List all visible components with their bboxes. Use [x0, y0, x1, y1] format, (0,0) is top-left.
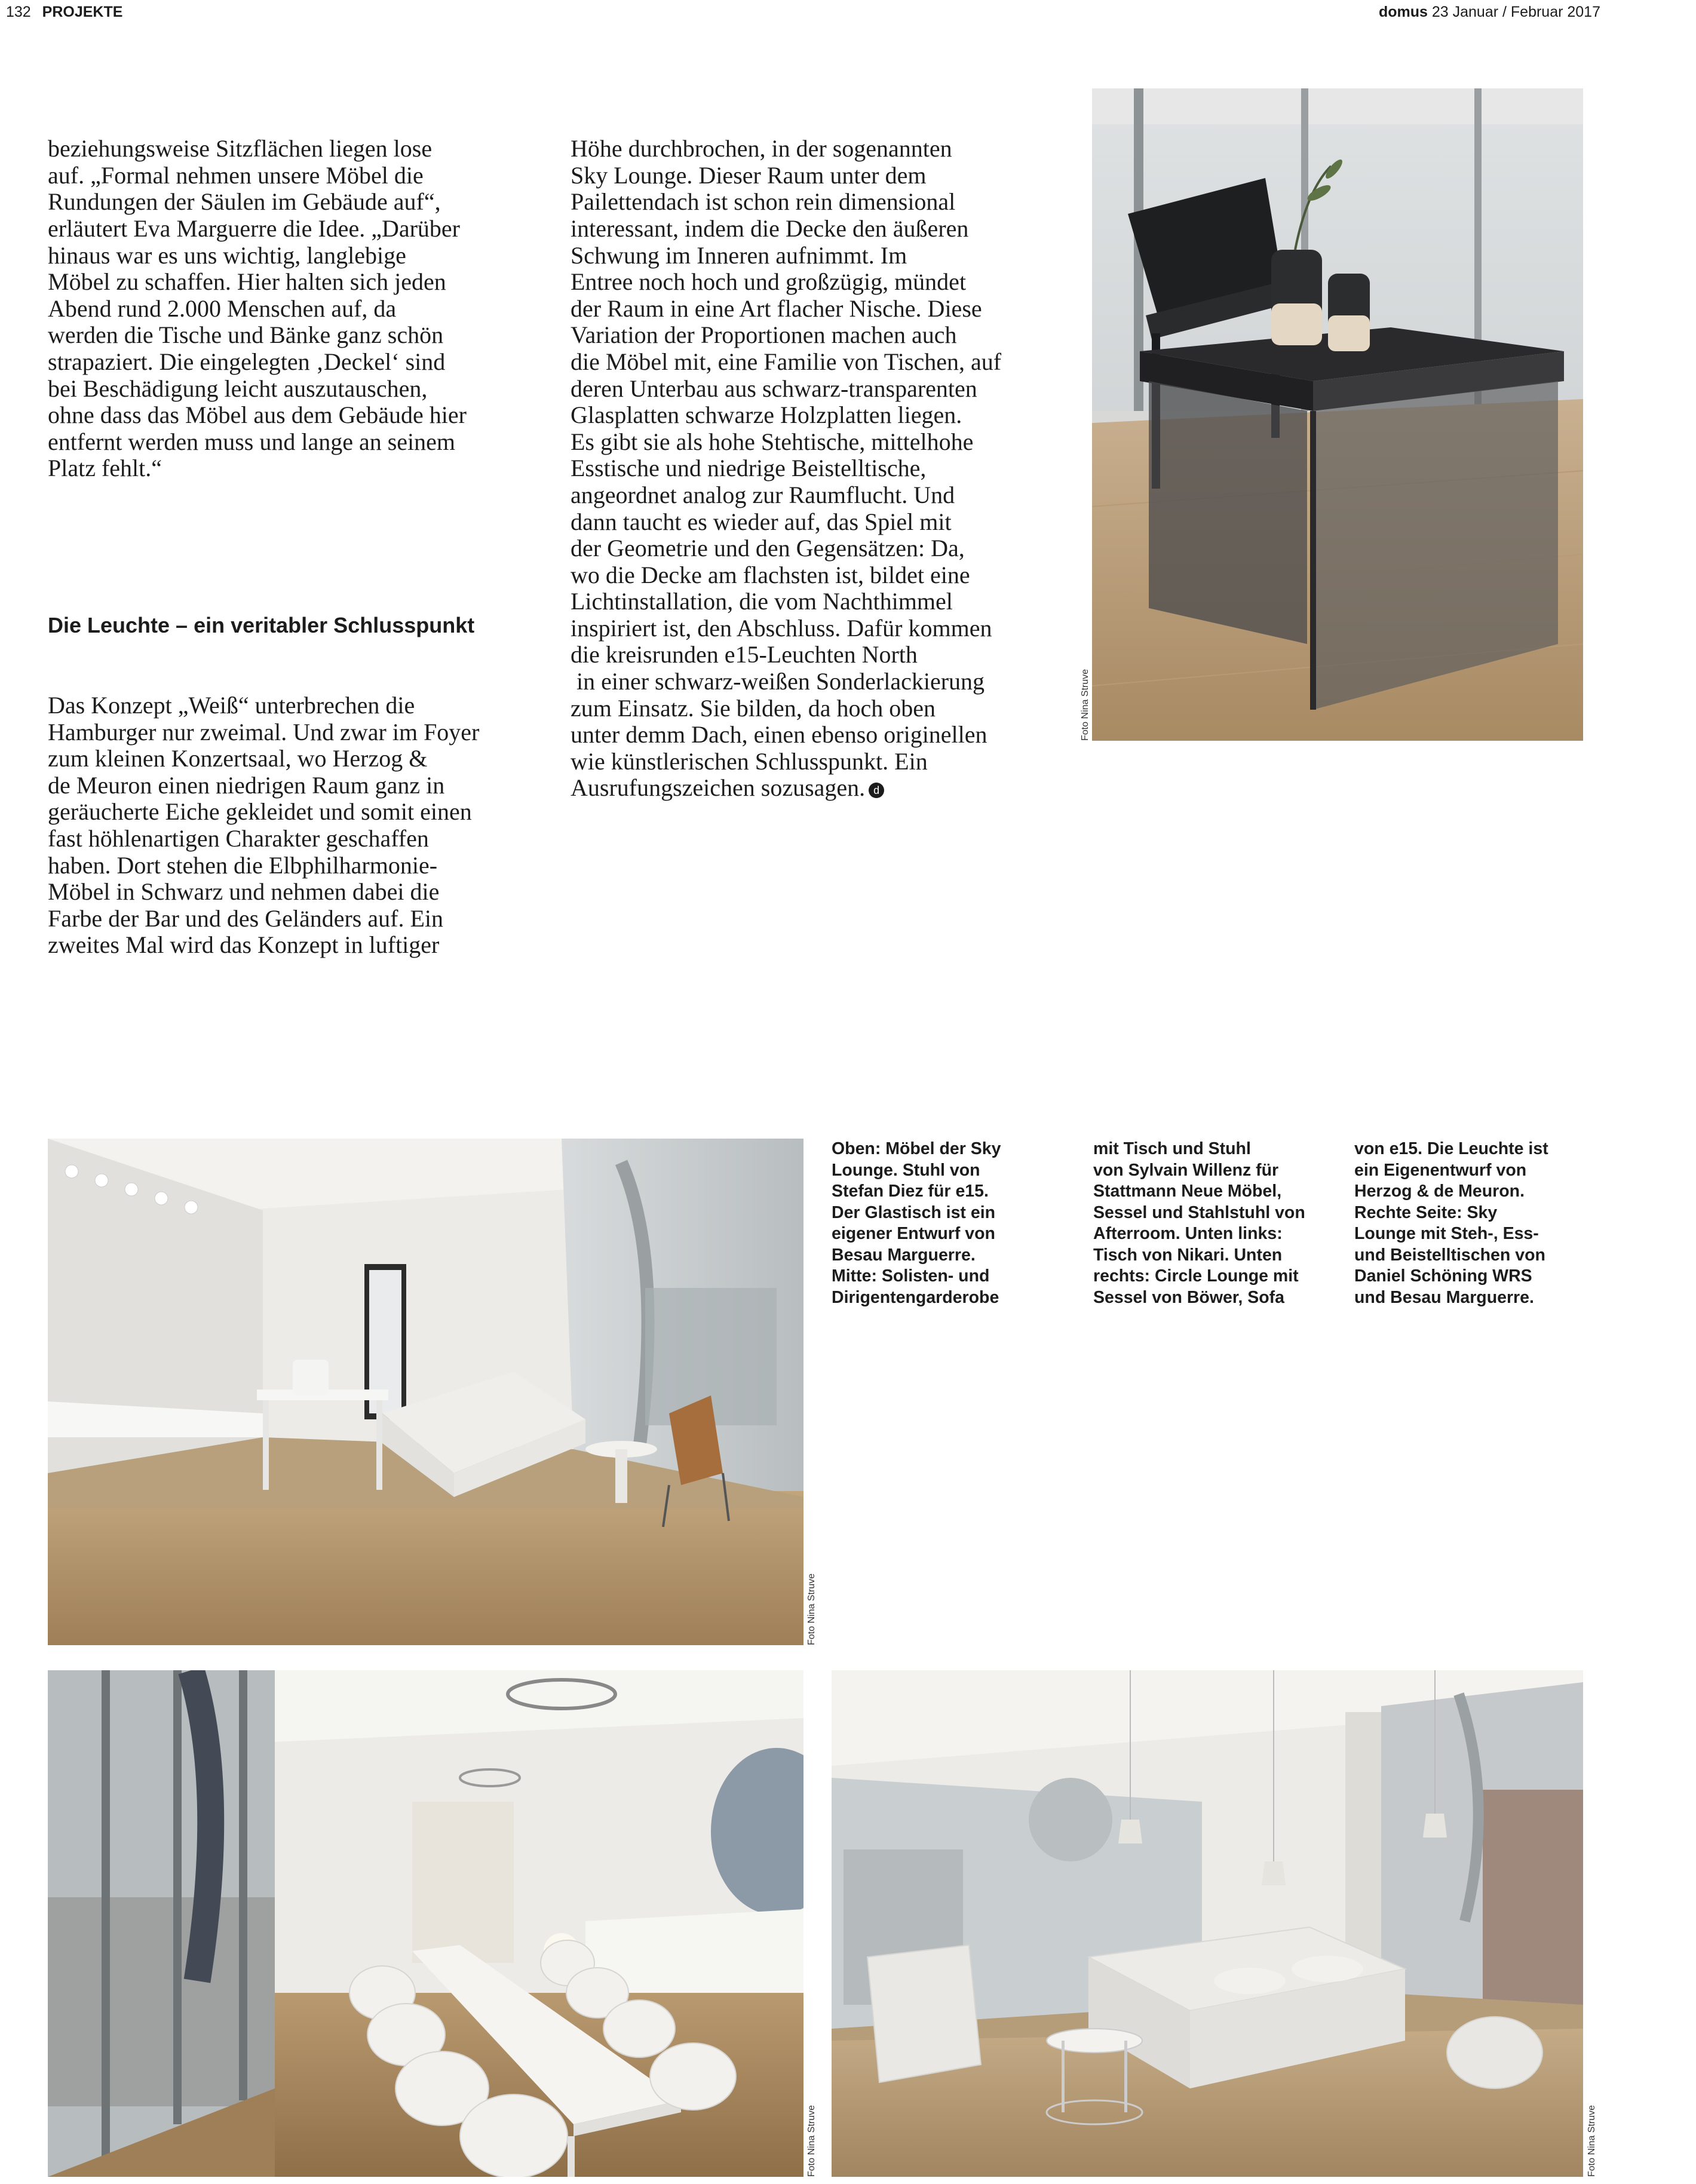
- body-paragraph: [571, 136, 1078, 802]
- photo-caption-part-3: von e15. Die Leuchte ist ein Eigenentwurf von Herzog & de Meuron. Rechte Seite: Sky Lounge mit Steh-, Ess- und Beistelltischen von Daniel Schöning WRS und Besau Marguerre.: [1354, 1139, 1548, 1307]
- magazine-name: domus: [1378, 4, 1428, 20]
- section-title: PROJEKTE: [42, 4, 123, 20]
- body-paragraph: Das Konzept „Weiß“ unterbrechen die Hamburger nur zweimal. Und zwar im Foyer zum kleinen Konzertsaal, wo Herzog & de Meuron einen niedrigen Raum ganz in geräucherte Eiche gekleidet und somit einen fast höhlenartigen Charakter geschaffen haben. Dort stehen die Elbphilharmonie- Möbel in Schwarz und nehmen dabei die Farbe der Bar und des Geländers auf. Ein zweites Mal wird das Konzept in luftiger: [48, 692, 480, 959]
- issue-info: 23 Januar / Februar 2017: [1431, 4, 1600, 20]
- subheading: Die Leuchte – ein veritabler Schlusspunkt: [48, 613, 475, 638]
- photo-credit-middle: Foto Nina Struve: [806, 1573, 817, 1645]
- photo-credit-top: Foto Nina Struve: [1080, 668, 1090, 741]
- body-text: Höhe durchbrochen, in der sogenannten Sky Lounge. Dieser Raum unter dem Pailettendach ist schon rein dimensional interessant, indem die Decke den äußeren Schwung im Inneren aufnimmt. Im Entree noch hoch und großzügig, mündet der Raum in eine Art flacher Nische. Diese Variation der Proportionen machen auch die Möbel mit, eine Familie von Tischen, auf deren Unterbau aus schwarz-transparenten Glasplatten schwarze Holzplatten liegen. Es gibt sie als hohe Stehtische, mittelhohe Esstische und niedrige Beistelltische, angeordnet analog zur Raumflucht. Und dann taucht es wieder auf, das Spiel mit der Geometrie und den Gegensätzen: Da, wo die Decke am flachsten ist, bildet eine Lichtinstallation, die vom Nachthimmel inspiriert ist, den Abschluss. Dafür kommen die kreisrunden e15-Leuchten North in einer schwarz-weißen Sonderlackierung zum Einsatz. Sie bilden, da hoch oben unter demm Dach, einen ebenso originellen wie künstlerischen Schlusspunkt. Ein Ausrufungszeichen sozusagen.: [571, 135, 1002, 802]
- page-header-right: [1379, 4, 1600, 21]
- photo-circle-lounge: [832, 1670, 1583, 2177]
- photo-credit-bottom-left: Foto Nina Struve: [806, 2105, 817, 2177]
- photo-sky-lounge-table: [1092, 88, 1583, 741]
- photo-credit-bottom-right: Foto Nina Struve: [1587, 2105, 1597, 2177]
- text-column-2: [571, 82, 1078, 829]
- photo-dining-room: [48, 1670, 803, 2177]
- photo-dressing-room: [48, 1139, 803, 1645]
- page-header-left: [6, 4, 122, 21]
- photo-caption-part-2: mit Tisch und Stuhl von Sylvain Willenz für Stattmann Neue Möbel, Sessel und Stahlstuhl von Afterroom. Unten links: Tisch von Nikari. Unten rechts: Circle Lounge mit Sessel von Böwer, Sofa: [1093, 1139, 1305, 1307]
- text-column-1: [48, 82, 556, 986]
- page-number: 132: [6, 4, 31, 20]
- photo-caption-part-1: Oben: Möbel der Sky Lounge. Stuhl von Stefan Diez für e15. Der Glastisch ist ein eigener Entwurf von Besau Marguerre. Mitte: Solisten- und Dirigentengarderobe: [832, 1139, 1001, 1307]
- body-paragraph: beziehungsweise Sitzflächen liegen lose auf. „Formal nehmen unsere Möbel die Rundungen der Säulen im Gebäude auf“, erläutert Eva Marguerre die Idee. „Darüber hinaus war es uns wichtig, langlebige Möbel zu schaffen. Hier halten sich jeden Abend rund 2.000 Menschen auf, da werden die Tische und Bänke ganz schön strapaziert. Die eingelegten ‚Deckel‘ sind bei Beschädigung leicht auszutauschen, ohne dass das Möbel aus dem Gebäude hier entfernt werden muss und lange an seinem Platz fehlt.“: [48, 135, 467, 482]
- end-mark-icon: d: [869, 783, 884, 798]
